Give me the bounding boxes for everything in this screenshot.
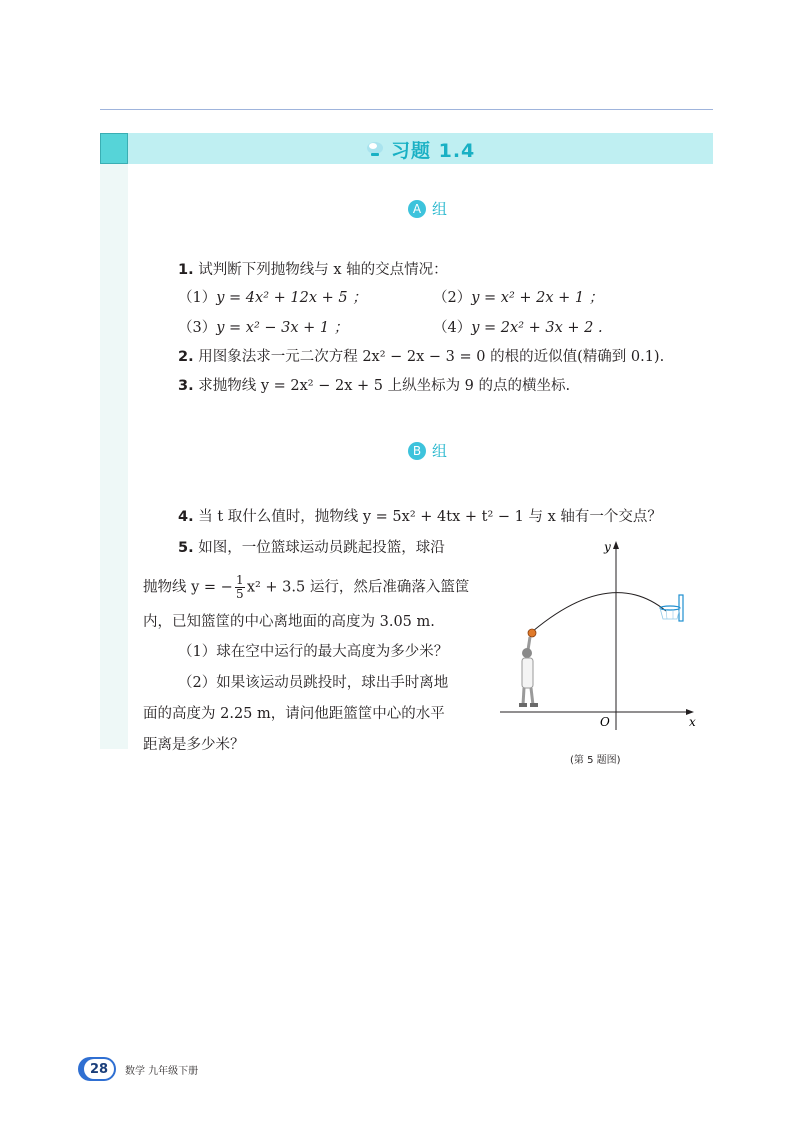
ball-trajectory	[533, 593, 666, 631]
basketball-figure	[496, 535, 706, 750]
question-1-text: 试判断下列抛物线与 x 轴的交点情况：	[198, 262, 448, 278]
footer-book-title: 数学 九年级下册	[125, 1066, 199, 1077]
y-axis-label: y	[604, 540, 611, 554]
question-5-sub-1: （1）球在空中运行的最大高度为多少米？	[178, 644, 449, 660]
question-5-line-1: 5. 如图，一位篮球运动员跳起投篮，球沿	[178, 540, 445, 556]
question-2-text: 用图象法求一元二次方程 2x² − 2x − 3 = 0 的根的近似值(精确到 0.1).	[198, 349, 665, 365]
question-3-text: 求抛物线 y = 2x² − 2x + 5 上纵坐标为 9 的点的横坐标.	[198, 378, 571, 394]
q1-item-1: （1）y = 4x² + 12x + 5 ；	[178, 290, 367, 306]
exercise-title-text: 习题 1.4	[391, 139, 476, 162]
q1-item-4: （4）y = 2x² + 3x + 2 .	[433, 320, 603, 336]
group-a-heading	[408, 198, 447, 219]
group-b-label: 组	[432, 442, 448, 460]
question-5-line-3: 内，已知篮筐的中心离地面的高度为 3.05 m.	[143, 614, 435, 630]
exercise-title	[365, 136, 475, 162]
question-2: 2. 用图象法求一元二次方程 2x² − 2x − 3 = 0 的根的近似值(精确到 0.1).	[178, 349, 665, 365]
origin-label: O	[600, 715, 610, 729]
header-square	[100, 133, 128, 164]
question-4: 4. 当 t 取什么值时，抛物线 y = 5x² + 4tx + t² − 1 与 x 轴有一个交点？	[178, 509, 662, 525]
question-5-sub-2-line-1: （2）如果该运动员跳投时，球出手时离地	[178, 675, 449, 691]
q1-item-3: （3）y = x² − 3x + 1 ；	[178, 320, 349, 336]
basketball	[528, 629, 536, 637]
question-1: 1. 试判断下列抛物线与 x 轴的交点情况：	[178, 262, 448, 278]
lightbulb-icon	[365, 140, 385, 158]
x-axis-label: x	[689, 715, 696, 729]
q1-item-2: （2）y = x² + 2x + 1 ；	[433, 290, 604, 306]
group-b-badge: B	[408, 442, 426, 460]
top-rule	[100, 109, 713, 110]
fraction: $\frac{1}{5}$	[236, 573, 244, 601]
question-4-text: 当 t 取什么值时，抛物线 y = 5x² + 4tx + t² − 1 与 x 轴有一个交点？	[198, 509, 662, 525]
figure-caption: (第 5 题图)	[570, 755, 621, 766]
question-5-line-2: 抛物线 y = − $\frac{1}{5}$ x² + 3.5 运行，然后准确落入篮筐	[143, 573, 470, 601]
basketball-player	[519, 637, 538, 707]
question-5-sub-2-line-2: 面的高度为 2.25 m，请问他距篮筐中心的水平	[143, 706, 445, 722]
question-3: 3. 求抛物线 y = 2x² − 2x + 5 上纵坐标为 9 的点的横坐标.	[178, 378, 571, 394]
question-5-sub-2-line-3: 距离是多少米？	[143, 737, 245, 753]
group-a-label: 组	[432, 200, 448, 218]
page-number: 28	[84, 1059, 114, 1079]
side-band	[100, 164, 128, 749]
y-axis-arrow	[613, 541, 619, 549]
group-a-badge: A	[408, 200, 426, 218]
basketball-hoop	[660, 595, 683, 621]
group-b-heading	[408, 440, 447, 461]
